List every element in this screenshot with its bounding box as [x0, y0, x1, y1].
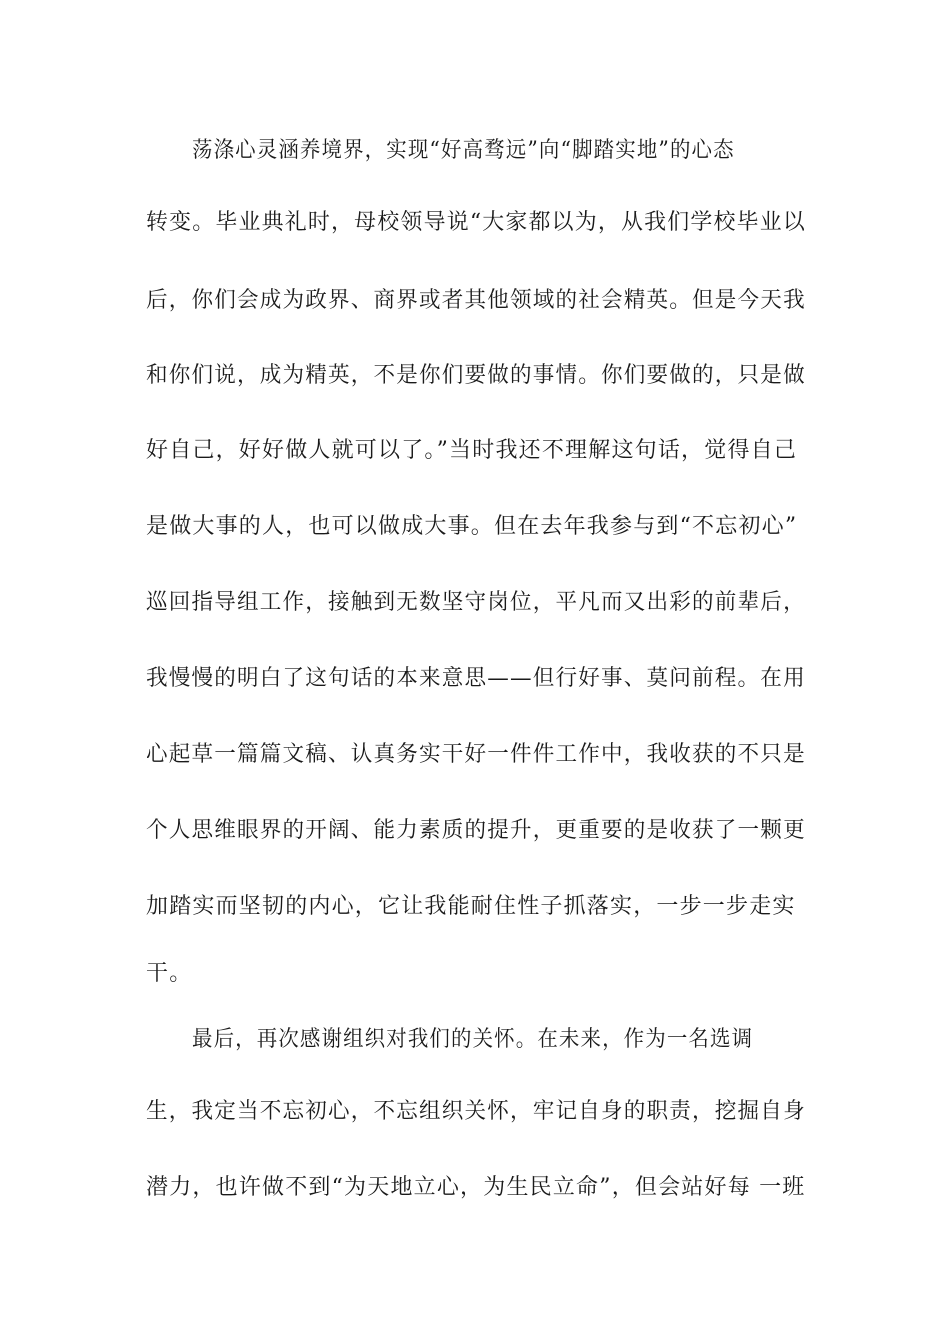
- paragraph-1-line-12: 干。: [146, 961, 193, 986]
- paragraph-2-line-1: 最后，再次感谢组织对我们的关怀。在未来，作为一名选调: [192, 1027, 754, 1052]
- paragraph-1-line-5: 好自己，好好做人就可以了。”当时我还不理解这句话，觉得自己: [146, 438, 798, 463]
- paragraph-1-line-1: 荡涤心灵涵养境界，实现“好高骛远”向“脚踏实地”的心态: [192, 138, 735, 163]
- paragraph-2-line-3: 潜力，也许做不到“为天地立心，为生民立命”，但会站好每 一班: [146, 1175, 806, 1200]
- paragraph-1-line-8: 我慢慢的明白了这句话的本来意思——但行好事、莫问前程。在用: [146, 666, 806, 691]
- paragraph-1-line-9: 心起草一篇篇文稿、认真务实干好一件件工作中，我收获的不只是: [146, 742, 806, 767]
- paragraph-1-line-4: 和你们说，成为精英，不是你们要做的事情。你们要做的，只是做: [146, 363, 806, 388]
- paragraph-1-line-6: 是做大事的人，也可以做成大事。但在去年我参与到“不忘初心”: [146, 514, 798, 539]
- paragraph-1-line-11: 加踏实而坚韧的内心，它让我能耐住性子抓落实，一步一步走实: [146, 894, 796, 919]
- paragraph-1-line-2: 转变。毕业典礼时，母校领导说“大家都以为，从我们学校毕业以: [146, 210, 807, 235]
- paragraph-1-line-7: 巡回指导组工作，接触到无数坚守岗位，平凡而又出彩的前辈后，: [146, 590, 806, 615]
- paragraph-1-line-10: 个人思维眼界的开阔、能力素质的提升，更重要的是收获了一颗更: [146, 818, 806, 843]
- paragraph-1-line-3: 后，你们会成为政界、商界或者其他领域的社会精英。但是今天我: [146, 288, 806, 313]
- paragraph-2-line-2: 生，我定当不忘初心，不忘组织关怀，牢记自身的职责，挖掘自身: [146, 1099, 806, 1124]
